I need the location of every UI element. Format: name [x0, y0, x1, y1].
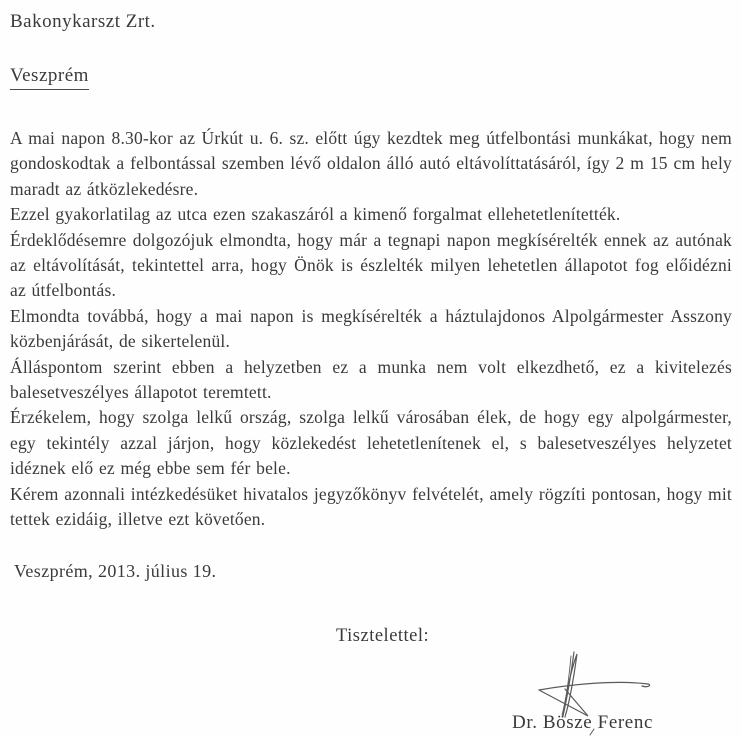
paragraph-1: A mai napon 8.30-kor az Úrkút u. 6. sz. előtt úgy kezdtek meg útfelbontási munkákat, hogy nem gondoskodtak a felbontással szemben lévő oldalon álló autó eltávolíttatásáról, így 2 m 15 cm hely maradt az átközlekedésre. [10, 128, 732, 199]
paragraph-5: Álláspontom szerint ebben a helyzetben ez a munka nem volt elkezdhető, ez a kivitelezés balesetveszélyes állapotot teremtett. [10, 356, 732, 403]
date-line: Veszprém, 2013. július 19. [14, 560, 217, 581]
paragraph-6: Érzékelem, hogy szolga lelkű ország, szolga lelkű városában élek, de hogy egy alpolgármester, egy tekintély azzal járjon, hogy közlekedést lehetetlenítenek el, s balesetveszélyes helyzetet idéznek elő ez még ebbe sem fér bele. [10, 407, 732, 479]
paragraph-4: Elmondta továbbá, hogy a mai napon is megkísérelték a háztulajdonos Alpolgármester Asszony közbenjárását, de sikertelenül. [10, 305, 732, 352]
closing-salutation: Tisztelettel: [336, 625, 430, 646]
city-heading: Veszprém [10, 64, 89, 90]
sender-name: Bakonykarszt Zrt. [10, 11, 156, 32]
paragraph-2: Ezzel gyakorlatilag az utca ezen szakaszáról a kimenő forgalmat ellehetetlenítették. [10, 204, 621, 225]
paragraph-7: Kérem azonnali intézkedésüket hivatalos jegyzőkönyv felvételét, amely rögzíti pontosan, hogy mit tettek ezidáig, illetve ezt követően. [10, 483, 732, 530]
letter-body [10, 126, 732, 533]
signer-name: Dr. Bösze Ferenc [512, 712, 653, 733]
paragraph-3: Érdeklődésemre dolgozójuk elmondta, hogy már a tegnapi napon megkísérelték ennek az autónak az eltávolítását, tekintettel arra, hogy Önök is észlelték milyen lehetetlen állapotot fog előidézni az útfelbontás. [10, 229, 732, 301]
